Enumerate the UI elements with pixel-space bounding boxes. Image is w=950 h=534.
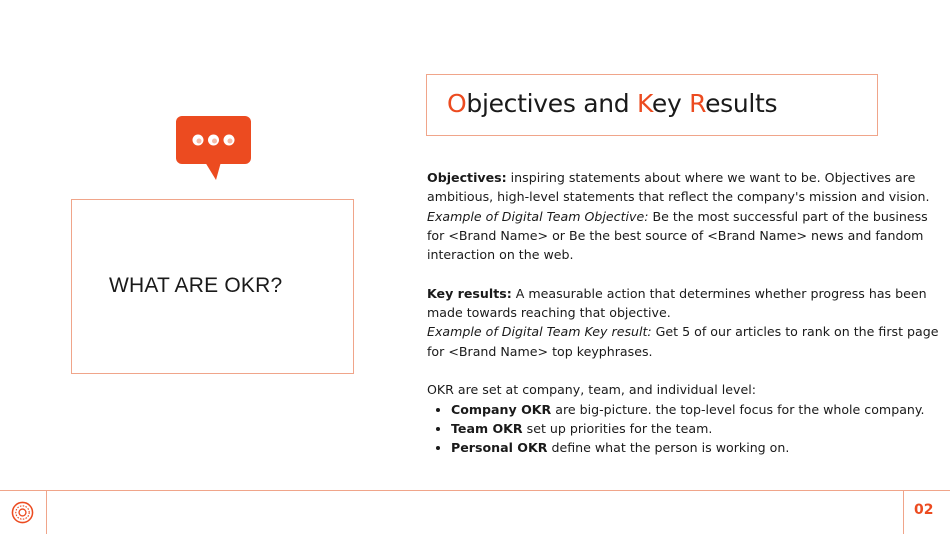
title-letter-r: R	[689, 89, 706, 118]
levels-intro: OKR are set at company, team, and individual level:	[427, 382, 756, 398]
objectives-example-label: Example of Digital Team Objective:	[427, 208, 649, 224]
question-box	[71, 199, 354, 374]
key-results-label: Key results:	[427, 285, 512, 301]
spacer	[427, 264, 947, 283]
footer-divider-right	[903, 490, 904, 534]
objectives-text: inspiring statements about where we want to be. Objectives are ambitious, high-level statements that reflect the company's mission and vision.	[427, 170, 930, 205]
title-box	[426, 74, 878, 136]
key-results-example-paragraph	[427, 322, 947, 361]
slide-title	[447, 89, 777, 118]
list-item	[451, 438, 947, 457]
spacer	[427, 361, 947, 380]
page-number: 02	[914, 502, 934, 518]
sun-logo-icon	[11, 501, 34, 524]
title-part: bjectives and	[466, 89, 638, 118]
objectives-paragraph	[427, 168, 947, 207]
chat-bubble-icon	[176, 116, 251, 180]
key-results-paragraph	[427, 284, 947, 323]
title-part: ey	[651, 89, 690, 118]
key-results-text: A measurable action that determines whether progress has been made towards reaching that objective.	[427, 285, 927, 321]
level-label: Team OKR	[451, 420, 523, 436]
title-letter-o: O	[447, 89, 467, 118]
footer-divider	[0, 490, 950, 491]
footer-divider-left	[46, 490, 47, 534]
level-label: Company OKR	[451, 401, 552, 417]
level-text: define what the person is working on.	[547, 440, 790, 456]
level-text: set up priorities for the team.	[522, 420, 713, 436]
list-item	[451, 419, 947, 438]
level-text: are big-picture. the top-level focus for the whole company.	[551, 401, 925, 417]
level-label: Personal OKR	[451, 440, 548, 456]
title-part: esults	[705, 89, 778, 118]
question-heading: WHAT ARE OKR?	[109, 274, 283, 297]
list-item	[451, 400, 947, 419]
key-results-example-label: Example of Digital Team Key result:	[427, 324, 652, 340]
objectives-label: Objectives:	[427, 170, 507, 185]
objectives-example-paragraph	[427, 207, 947, 265]
title-letter-k: K	[637, 89, 652, 118]
objectives-example-text: Be the most successful part of the business for <Brand Name> or Be the best source of <Brand Name> news and fandom interaction on the web.	[427, 208, 928, 263]
body-content	[427, 168, 947, 457]
key-results-example-text: Get 5 of our articles to rank on the first page for <Brand Name> top keyphrases.	[427, 324, 939, 359]
levels-list	[427, 400, 947, 458]
